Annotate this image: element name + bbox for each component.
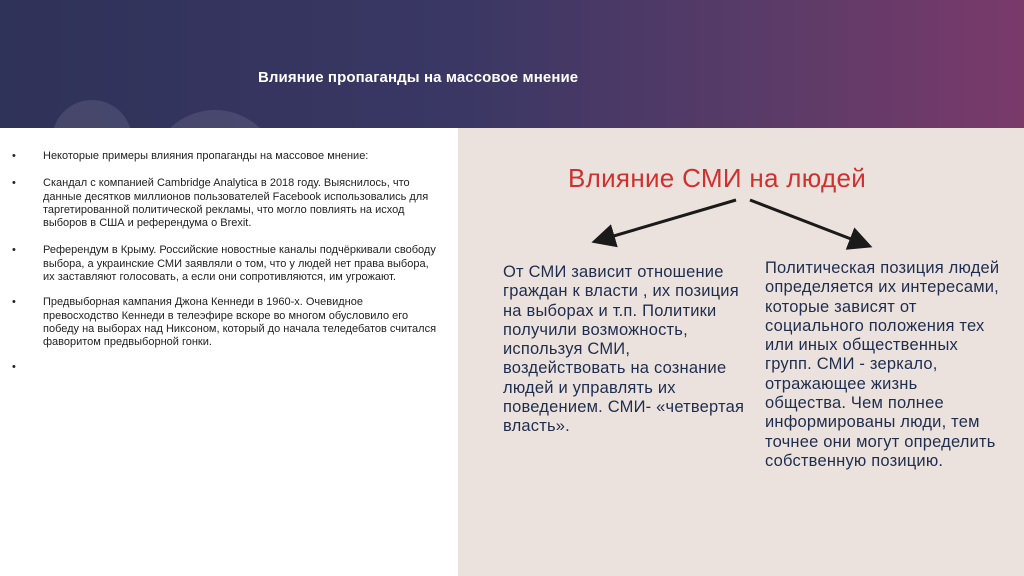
slide-header	[0, 0, 1024, 128]
decorative-circle	[52, 100, 132, 128]
list-item-text: Референдум в Крыму. Российские новостные каналы подчёркивали свободу выбора, а украинские СМИ заявляли о том, что у людей нет права выбора, их заставляют голосовать, а если они сопротивляются, им угрожают.	[43, 244, 436, 284]
bullet-icon: •	[12, 360, 16, 373]
bullet-icon: •	[12, 244, 16, 257]
arrow-right-icon	[750, 200, 864, 244]
arrow-left-icon	[600, 200, 736, 240]
list-item	[12, 150, 437, 163]
list-item	[12, 296, 437, 349]
bullet-icon: •	[12, 296, 16, 309]
image-right-text: Политическая позиция людей определяется их интересами, которые зависят от социального положения тех или иных общественных групп. СМИ - зеркало, отражающее жизнь общества. Чем полнее информированы люди, тем точнее они могут определить собственную позицию.	[765, 259, 1000, 470]
image-left-text: От СМИ зависит отношение граждан к власти , их позиция на выборах и т.п. Политики получили возможность, используя СМИ, воздействовать на сознание людей и управлять их поведением. СМИ- «четвертая власть».	[503, 263, 745, 436]
bullet-icon: •	[12, 150, 16, 162]
list-item-text: Предвыборная кампания Джона Кеннеди в 1960-х. Очевидное превосходство Кеннеди в телеэфире вскоре во многом обусловило его победу на выборах над Никсоном, который до начала теледебатов считался фаворитом предвыборной гонки.	[43, 296, 437, 349]
bullet-icon: •	[12, 177, 16, 190]
bullet-list	[12, 150, 437, 388]
image-title: Влияние СМИ на людей	[568, 163, 867, 193]
decorative-circle	[150, 110, 280, 128]
list-item	[12, 177, 437, 230]
list-item-text: Некоторые примеры влияния пропаганды на массовое мнение:	[43, 150, 369, 162]
slide-title: Влияние пропаганды на массовое мнение	[258, 69, 579, 86]
list-item	[12, 361, 437, 374]
list-item	[12, 244, 437, 284]
list-item-text: Скандал с компанией Cambridge Analytica в 2018 году. Выяснилось, что данные десятков миллионов пользователей Facebook использовались для таргетированной политической рекламы, что могло повлиять на исход выборов в США и референдума о Brexit.	[43, 177, 429, 230]
